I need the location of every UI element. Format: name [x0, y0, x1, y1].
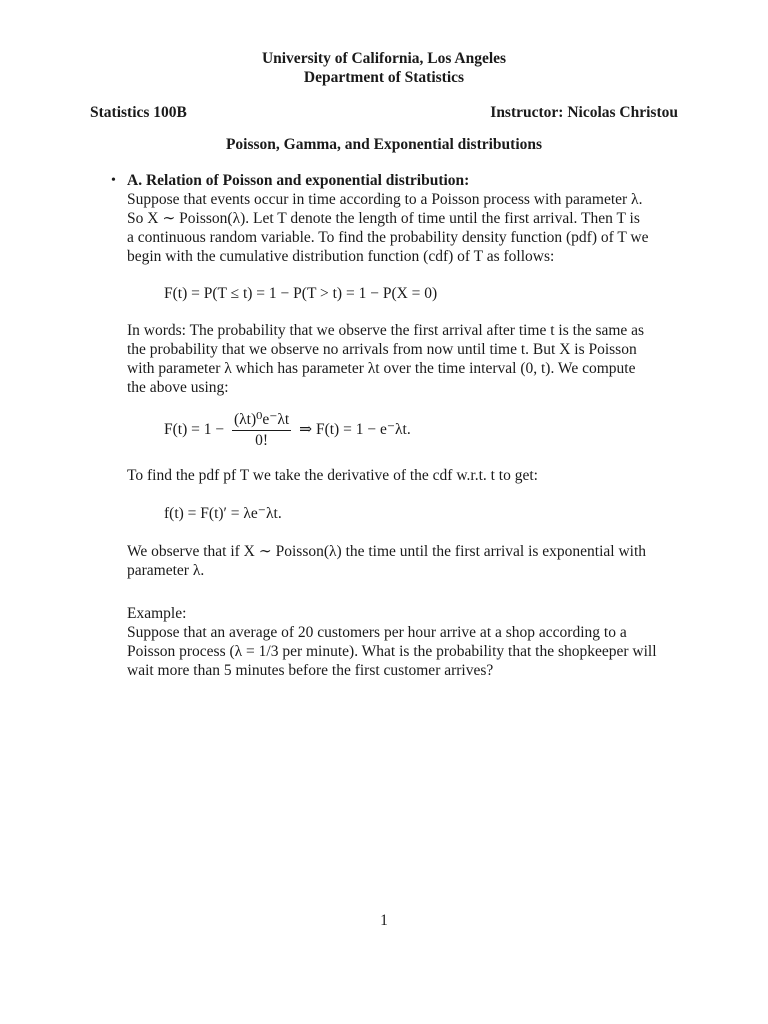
fraction-numerator: (λt)⁰e⁻λt — [232, 410, 291, 431]
example-line: wait more than 5 minutes before the first customer arrives? — [127, 662, 494, 679]
equation-cdf-derivation — [164, 410, 411, 451]
document-title: Poisson, Gamma, and Exponential distributions — [225, 136, 543, 153]
words-paragraph — [127, 321, 678, 397]
observe-line: We observe that if X ∼ Poisson(λ) the time until the first arrival is exponential with — [127, 543, 647, 560]
words-line: In words: The probability that we observe the first arrival after time t is the same as — [127, 322, 645, 339]
equation-left: F(t) = 1 − — [164, 421, 225, 439]
observe-line: parameter λ. — [127, 562, 205, 579]
pdf-intro-line: To find the pdf pf T we take the derivative of the cdf w.r.t. t to get: — [127, 467, 538, 484]
example-paragraph — [127, 623, 678, 680]
words-line: the above using: — [127, 379, 229, 396]
section-heading: A. Relation of Poisson and exponential distribution: — [127, 172, 470, 189]
intro-line: a continuous random variable. To find the probability density function (pdf) of T we — [127, 229, 649, 246]
instructor-name: Instructor: Nicolas Christou — [490, 104, 678, 121]
example-label: Example: — [127, 605, 187, 622]
fraction — [232, 410, 291, 451]
observe-paragraph — [127, 542, 678, 580]
example-line: Poisson process (λ = 1/3 per minute). What is the probability that the shopkeeper will — [127, 643, 657, 660]
equation-pdf: f(t) = F(t)′ = λe⁻λt. — [164, 505, 282, 522]
intro-paragraph — [127, 190, 678, 266]
department-name: Department of Statistics — [303, 69, 465, 86]
bullet-marker: • — [111, 173, 116, 188]
equation-cdf: F(t) = P(T ≤ t) = 1 − P(T > t) = 1 − P(X = 0) — [164, 285, 438, 302]
course-name: Statistics 100B — [90, 104, 187, 121]
words-line: the probability that we observe no arrivals from now until time t. But X is Poisson — [127, 341, 637, 358]
intro-line: So X ∼ Poisson(λ). Let T denote the length of time until the first arrival. Then T is — [127, 210, 640, 227]
intro-line: begin with the cumulative distribution function (cdf) of T as follows: — [127, 248, 555, 265]
university-name: University of California, Los Angeles — [261, 50, 507, 67]
fraction-denominator: 0! — [255, 432, 269, 449]
equation-right: ⇒ F(t) = 1 − e⁻λt. — [299, 421, 411, 439]
words-line: with parameter λ which has parameter λt over the time interval (0, t). We compute — [127, 360, 636, 377]
intro-line: Suppose that events occur in time according to a Poisson process with parameter λ. — [127, 191, 643, 208]
example-line: Suppose that an average of 20 customers per hour arrive at a shop according to a — [127, 624, 627, 641]
page-number: 1 — [380, 912, 388, 929]
